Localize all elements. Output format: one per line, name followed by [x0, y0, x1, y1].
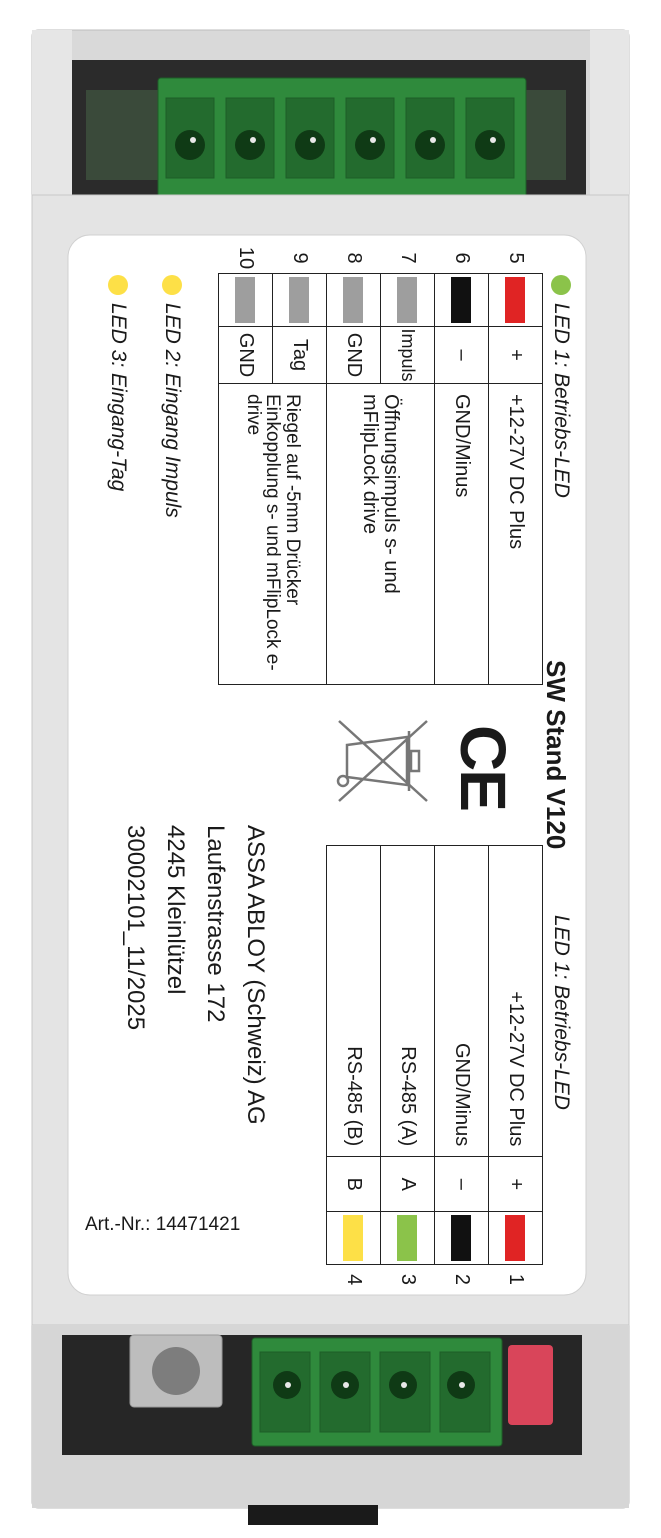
top-terminal-block — [158, 78, 526, 200]
term-signal: – — [435, 327, 489, 384]
table-row — [327, 846, 381, 1295]
table-row — [273, 243, 327, 685]
wire-color-swatch — [344, 1215, 364, 1261]
wire-color-swatch — [290, 277, 310, 323]
ce-mark: CE — [447, 725, 519, 810]
table-row — [435, 243, 489, 685]
term-signal: + — [489, 327, 543, 384]
term-desc: RS-485 (A) — [381, 846, 435, 1157]
wire-color-swatch — [506, 277, 526, 323]
address-city: 4245 Kleinlützel — [162, 825, 189, 995]
led1-dot — [551, 275, 571, 295]
term-num: 6 — [451, 252, 473, 264]
wire-color-swatch — [506, 1215, 526, 1261]
term-num: 4 — [343, 1274, 365, 1286]
term-signal: B — [327, 1157, 381, 1212]
term-num: 3 — [397, 1273, 419, 1286]
led1-right-label: LED 1: Betriebs-LED — [550, 915, 573, 1110]
table-row — [489, 846, 543, 1295]
bottom-terminal-block — [252, 1338, 502, 1446]
term-signal: – — [435, 1157, 489, 1212]
term-num: 8 — [343, 252, 365, 264]
term-num: 1 — [505, 1273, 527, 1286]
term-desc: +12-27V DC Plus — [489, 384, 543, 685]
term-desc: Öffnungsimpuls s- und mFlipLock drive — [327, 384, 435, 685]
wire-color-swatch — [236, 277, 256, 323]
article-number: Art.-Nr.: 14471421 — [85, 1214, 241, 1235]
label-content — [45, 205, 585, 1295]
address-company: ASSA ABLOY (Schweiz) AG — [242, 825, 269, 1125]
address-street: Laufenstrasse 172 — [202, 825, 229, 1023]
term-num: 10 — [235, 246, 257, 270]
led2-label: LED 2: Eingang Impuls — [161, 303, 184, 518]
term-desc: Riegel auf -5mm Drücker Einkopplung s- und mFlipLock e-drive — [219, 384, 327, 685]
term-num: 2 — [451, 1273, 473, 1286]
wire-color-swatch — [398, 1215, 418, 1261]
term-signal: GND — [327, 327, 381, 384]
term-num: 7 — [397, 252, 419, 264]
wire-color-swatch — [452, 1215, 472, 1261]
term-desc: GND/Minus — [435, 846, 489, 1157]
wire-color-swatch — [452, 277, 472, 323]
term-signal: + — [489, 1157, 543, 1212]
term-num: 5 — [505, 252, 527, 264]
led1-label: LED 1: Betriebs-LED — [550, 303, 573, 498]
address-code: 30002101_11/2025 — [122, 825, 149, 1031]
table-row — [381, 846, 435, 1295]
led3-dot — [108, 275, 128, 295]
term-signal: Impuls — [381, 327, 435, 384]
term-desc: GND/Minus — [435, 384, 489, 685]
table-row — [435, 846, 489, 1295]
wire-color-swatch — [344, 277, 364, 323]
term-desc: +12-27V DC Plus — [489, 846, 543, 1157]
term-signal: GND — [219, 327, 273, 384]
terminal-table-bottom — [326, 845, 543, 1295]
term-signal: Tag — [273, 327, 327, 384]
product-title: SW Stand V120 — [541, 660, 571, 850]
wire-color-swatch — [398, 277, 418, 323]
led3-label: LED 3: Eingang-Tag — [107, 303, 130, 492]
weee-bin-icon — [335, 715, 435, 805]
term-signal: A — [381, 1157, 435, 1212]
table-row — [489, 243, 543, 685]
table-row — [381, 243, 435, 685]
led2-dot — [162, 275, 182, 295]
term-desc: RS-485 (B) — [327, 846, 381, 1157]
term-num: 9 — [289, 252, 311, 264]
terminal-table-top — [218, 243, 543, 685]
